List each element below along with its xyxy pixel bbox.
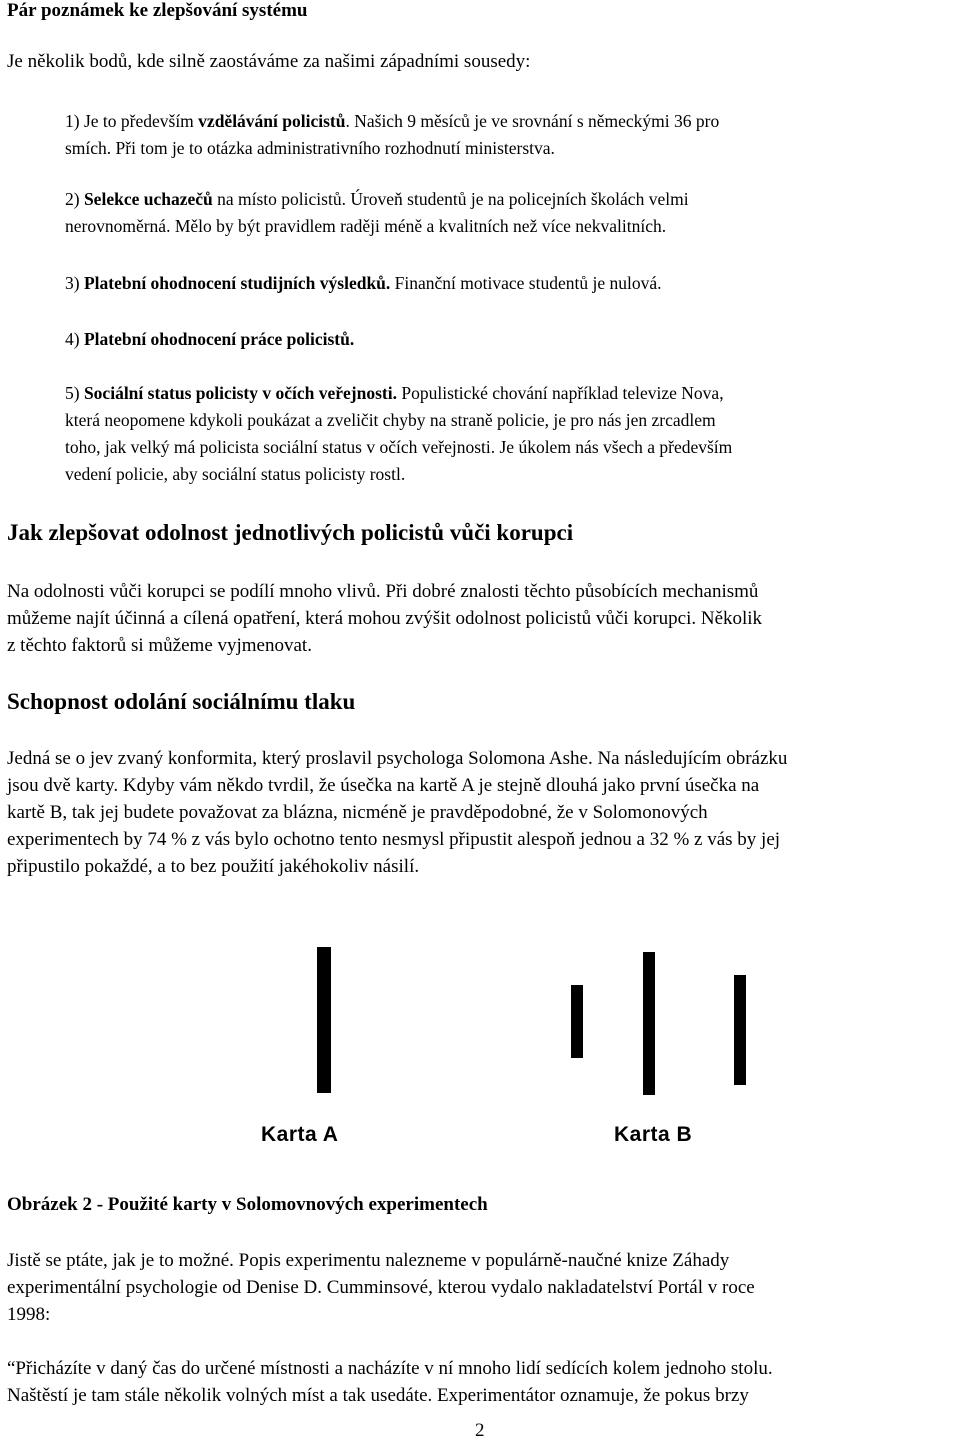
figure-caption: Obrázek 2 - Použité karty v Solomovnových experimentech (7, 1194, 488, 1215)
point-text: 2) (65, 189, 84, 209)
point-text: 3) (65, 273, 84, 293)
paragraph-line: Jistě se ptáte, jak je to možné. Popis experimentu nalezneme v populárně-naučné knize Záhady (7, 1250, 730, 1271)
point-item-4 (65, 326, 354, 353)
point-text: toho, jak velký má policista sociální status v očích veřejnosti. Je úkolem nás všech a především (65, 437, 733, 457)
card-b-label: Karta B (614, 1123, 693, 1146)
point-text: Populistické chování například televize Nova, (397, 383, 724, 403)
point-text: která neopomene kdykoli poukázat a zveličit chyby na straně policie, je pro nás jen zrcadlem (65, 410, 716, 430)
point-line (65, 461, 732, 488)
point-text: 5) (65, 383, 84, 403)
point-text: 4) (65, 329, 84, 349)
point-line (65, 108, 719, 135)
quote-paragraph (7, 1355, 773, 1409)
point-item-2 (65, 186, 689, 240)
paragraph-line: můžeme najít účinná a cílená opatření, která mohou zvýšit odolnost policistů vůči korupci. Několik (7, 608, 763, 629)
point-emphasis: vzdělávání policistů (198, 111, 346, 131)
paragraph-line: Jedná se o jev zvaný konformita, který proslavil psychologa Solomona Ashe. Na následujícím obrázku (7, 748, 788, 769)
point-text: Finanční motivace studentů je nulová. (390, 273, 662, 293)
point-text: na místo policistů. Úroveň studentů je na policejních školách velmi (212, 189, 689, 209)
paragraph-line: z těchto faktorů si můžeme vyjmenovat. (7, 635, 312, 656)
card-b-line-1 (571, 985, 583, 1058)
paragraph-line: “Přicházíte v daný čas do určené místnosti a nacházíte v ní mnoho lidí sedících kolem jednoho stolu. (7, 1358, 773, 1379)
paragraph-line: Na odolnosti vůči korupci se podílí mnoho vlivů. Při dobré znalosti těchto působících mechanismů (7, 581, 759, 602)
point-emphasis: Selekce uchazečů (83, 189, 213, 209)
card-b-line-3 (734, 975, 746, 1085)
page-number: 2 (475, 1420, 485, 1441)
card-a-label: Karta A (261, 1123, 339, 1146)
paragraph-line: jsou dvě karty. Kdyby vám někdo tvrdil, že úsečka na kartě A je stejně dlouhá jako první úsečka na (7, 775, 760, 796)
intro-paragraph: Je několik bodů, kde silně zaostáváme za našimi západními sousedy: (7, 51, 531, 72)
section-corruption-paragraph (7, 578, 762, 659)
point-item-1 (65, 108, 719, 162)
point-text: 1) Je to především (65, 111, 199, 131)
point-emphasis: Sociální status policisty v očích veřejnosti. (83, 383, 397, 403)
paragraph-line: experimentech by 74 % z vás bylo ochotno tento nesmysl připustit alespoň jednou a 32 % z vás by jej (7, 829, 781, 850)
point-line (65, 135, 719, 162)
card-b-line-2 (643, 952, 655, 1095)
paragraph-line: 1998: (7, 1304, 51, 1325)
point-emphasis: Platební ohodnocení práce policistů. (83, 329, 355, 349)
card-a (209, 905, 469, 1149)
point-emphasis: Platební ohodnocení studijních výsledků. (83, 273, 391, 293)
point-line (65, 380, 732, 407)
card-a-line (317, 947, 331, 1093)
section-experiment-paragraph (7, 1247, 755, 1328)
point-text: . Našich 9 měsíců je ve srovnání s německými 36 pro (345, 111, 720, 131)
paragraph-line: připustilo pokaždé, a to bez použití jakéhokoliv násilí. (7, 856, 420, 877)
point-line (65, 270, 661, 297)
point-text: smích. Při tom je to otázka administrativního rozhodnutí ministerstva. (65, 138, 555, 158)
asch-cards-figure (209, 905, 746, 1149)
point-line (65, 407, 732, 434)
section-heading-social-pressure: Schopnost odolání sociálnímu tlaku (7, 689, 356, 714)
point-text: nerovnoměrná. Mělo by být pravidlem raději méně a kvalitních než více nekvalitních. (65, 216, 667, 236)
point-line (65, 213, 689, 240)
paragraph-line: experimentální psychologie od Denise D. Cumminsové, kterou vydalo nakladatelství Portál v roce (7, 1277, 755, 1298)
point-text: vedení policie, aby sociální status policisty rostl. (65, 464, 406, 484)
paragraph-line: Naštěstí je tam stále několik volných míst a tak usedáte. Experimentátor oznamuje, že pokus brzy (7, 1385, 749, 1406)
point-line (65, 186, 689, 213)
point-item-5 (65, 380, 732, 488)
point-line (65, 326, 354, 353)
section-social-pressure-paragraph (7, 745, 787, 880)
card-b (501, 905, 746, 1149)
page-title: Pár poznámek ke zlepšování systému (7, 0, 308, 21)
paragraph-line: kartě B, tak jej budete považovat za blázna, nicméně je pravděpodobné, že v Solomonových (7, 802, 708, 823)
point-line (65, 434, 732, 461)
section-heading-corruption: Jak zlepšovat odolnost jednotlivých policistů vůči korupci (7, 520, 574, 545)
point-item-3 (65, 270, 661, 297)
